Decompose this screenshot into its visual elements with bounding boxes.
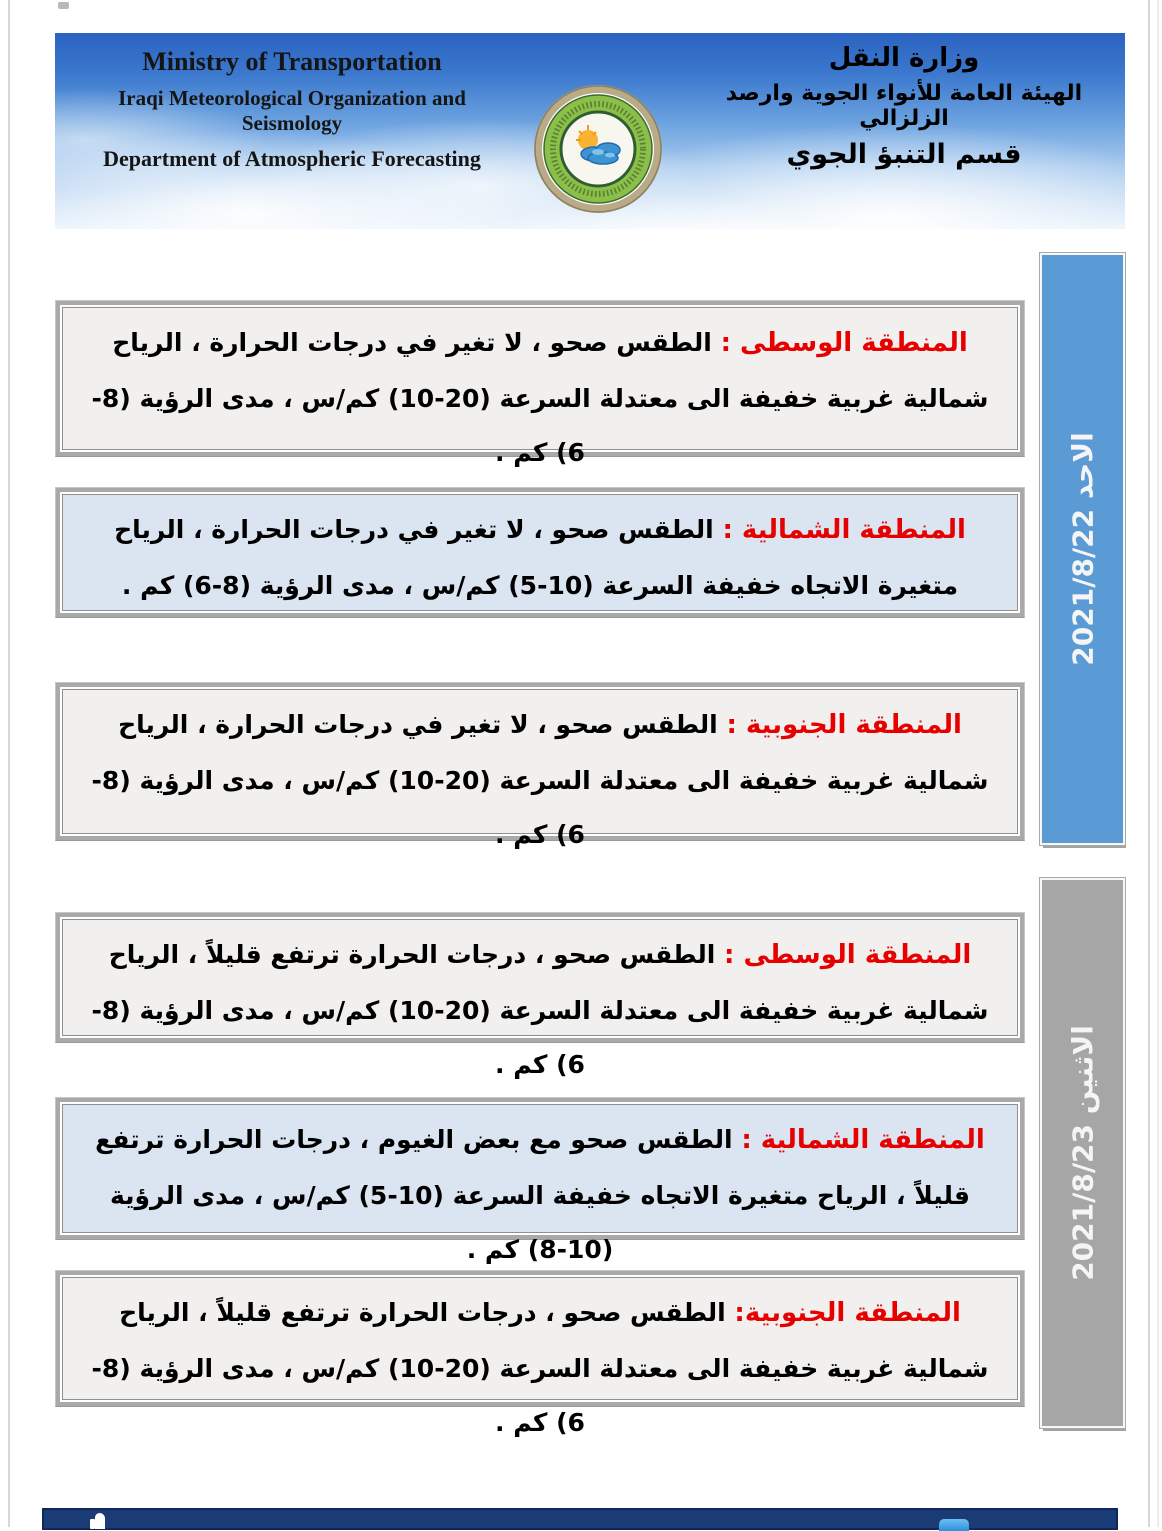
department-title-en: Department of Atmospheric Forecasting (103, 146, 481, 171)
page-edge-right-outer (1157, 0, 1159, 1527)
forecast-text: الطقس صحو ، لا تغير في درجات الحرارة ، الرياح شمالية غربية خفيفة الى معتدلة السرعة (20-10) كم/س ، مدى الرؤية (8-6) كم . (91, 328, 989, 467)
forecast-text: الطقس صحو ، درجات الحرارة ترتفع قليلاً ، الرياح شمالية غربية خفيفة الى معتدلة السرعة (20-10) كم/س ، مدى الرؤية (8-6) كم . (91, 1298, 989, 1437)
header-english-block (67, 47, 517, 172)
forecast-box-sunday-southern (55, 682, 1025, 849)
ministry-title-ar: وزارة النقل (828, 43, 980, 73)
organization-title-en: Iraqi Meteorological Organization and Seismology (118, 86, 466, 135)
page-edge-left (8, 0, 10, 1527)
page-edge-right (1148, 0, 1150, 1527)
header-arabic-block (689, 43, 1119, 170)
region-title: المنطقة الشمالية : (722, 515, 966, 545)
forecast-box-sunday-central (55, 300, 1025, 467)
region-title: المنطقة الوسطى : (720, 328, 968, 358)
forecast-box-monday-northern (55, 1097, 1025, 1264)
forecast-text: الطقس صحو ، درجات الحرارة ترتفع قليلاً ، الرياح شمالية غربية خفيفة الى معتدلة السرعة (20-10) كم/س ، مدى الرؤية (8-6) كم . (91, 940, 989, 1079)
date-bar-sunday (1040, 253, 1125, 845)
region-title: المنطقة الجنوبية: (734, 1298, 961, 1328)
forecast-box-monday-southern (55, 1270, 1025, 1437)
scan-artifact (58, 2, 69, 9)
region-title: المنطقة الجنوبية : (726, 710, 962, 740)
date-bar-monday-label: الاثنين 2021/8/23 (1066, 1025, 1099, 1281)
date-bar-sunday-label: الاحد 2021/8/22 (1066, 432, 1099, 666)
region-title: المنطقة الشمالية : (741, 1125, 985, 1155)
forecast-box-sunday-northern (55, 487, 1025, 618)
ministry-title-en: Ministry of Transportation (142, 47, 442, 76)
date-bar-monday (1040, 878, 1125, 1428)
forecast-box-monday-central (55, 912, 1025, 1079)
forecast-text: الطقس صحو ، لا تغير في درجات الحرارة ، الرياح شمالية غربية خفيفة الى معتدلة السرعة (20-10) كم/س ، مدى الرؤية (8-6) كم . (91, 710, 989, 849)
meteorological-organization-logo-icon (532, 83, 664, 215)
region-title: المنطقة الوسطى : (724, 940, 972, 970)
forecast-text: الطقس صحو مع بعض الغيوم ، درجات الحرارة ترتفع قليلاً ، الرياح متغيرة الاتجاه خفيفة السرعة (10-5) كم/س ، مدى الرؤية (10-8) كم . (95, 1125, 971, 1264)
organization-title-ar: الهيئة العامة للأنواء الجوية وارصد الزلزالي (725, 81, 1083, 131)
share-social-icon[interactable] (939, 1519, 969, 1531)
forecast-text: الطقس صحو ، لا تغير في درجات الحرارة ، الرياح متغيرة الاتجاه خفيفة السرعة (10-5) كم/س ، مدى الرؤية (8-6) كم . (114, 515, 959, 600)
header-banner (55, 33, 1125, 229)
department-title-ar: قسم التنبؤ الجوي (786, 139, 1022, 170)
